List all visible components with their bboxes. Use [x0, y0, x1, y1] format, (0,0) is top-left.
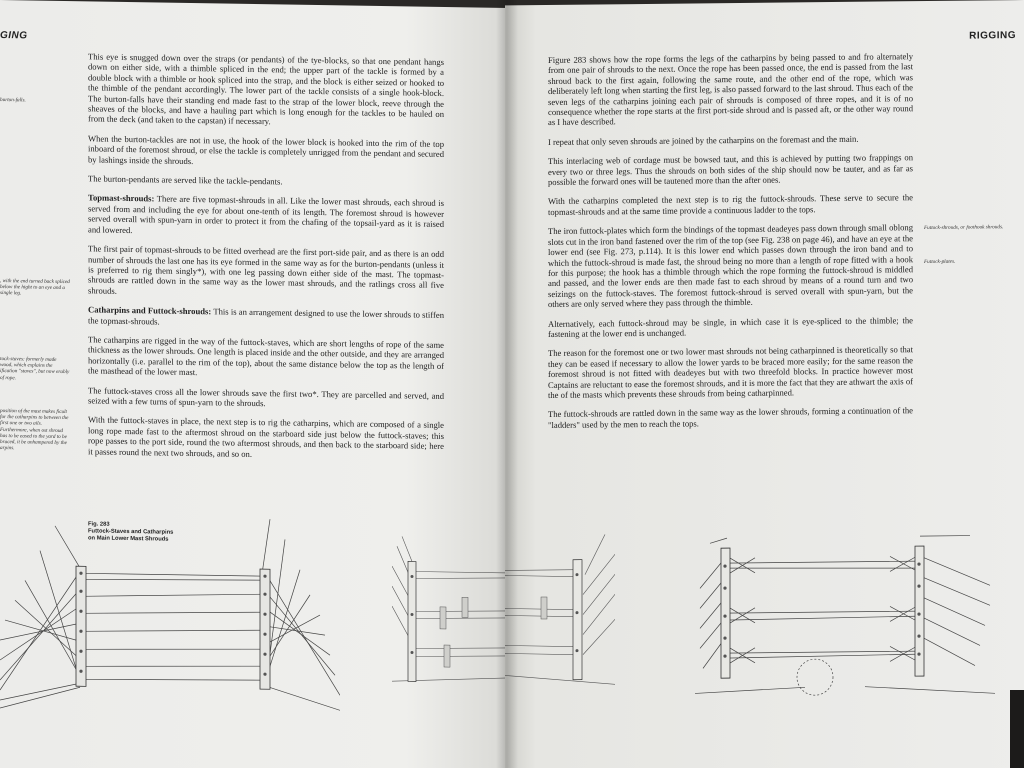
figure-283-center-right-drawing — [505, 534, 615, 695]
margin-note-end-turned: , with the end turned back spliced below the hight to an eye and a single leg. — [0, 278, 70, 297]
margin-note-burton-falls: burton-falls. — [0, 97, 26, 104]
right-text-column — [548, 51, 913, 439]
margin-note-futtock-shrouds: Futtock-shrouds, or foothook shrouds. — [924, 224, 1004, 232]
left-text-column — [88, 51, 444, 471]
margin-note-futtock-plates: Futtock-plates. — [924, 258, 956, 266]
figure-number: Fig. 283 — [88, 521, 110, 528]
paragraph: This interlacing web of cordage must be bowsed taut, and this is achieved by putting two frappings on every two or three legs. Thus the shrouds on both sides of the ship should now be tauter, and as far as possible the forward ones will be tautened more than the after ones. — [548, 152, 913, 188]
paragraph: Figure 283 shows how the rope forms the legs of the catharpins by being passed to and fro alternately from one pair of shrouds to the next. Once the rope has been passed once, the end is passed from the last shroud back to the first again, following the same route, and the other end of the rope, which was deliberately left long when starting the first leg, is also passed forward to the last shroud. Thus each of the seven legs of the catharpins joining each pair of shrouds is composed of three ropes, and it is of no consequence whether the rope starts at the first port-side shroud and is passed aft, or the other way round as I have described. — [548, 51, 913, 128]
paragraph: The catharpins are rigged in the way of the futtock-staves, which are short lengths of rope of the same thickness as the lower shrouds. One length is placed inside and the other outside, and they are arranged horizontally (i.e. parallel to the rim of the top), about the same distance below the top as the length of the masthead of the lower mast. — [88, 334, 444, 378]
figure-283-right-drawing — [695, 525, 995, 703]
paragraph-body: There are five topmast-shrouds in all. Like the lower mast shrouds, each shroud is served from and including the eye for about one-tenth of its length. The foremost shroud is however served overall with spun-yarn in order to protect it from the chafing of the topsail-yard as it is raised and lowered. — [88, 193, 444, 235]
figure-title-line1: Futtock-Staves and Catharpins — [88, 528, 174, 536]
margin-note-mast-position: position of the mast makes ficult for the catharpins to between the first one or two ails. Furthermore, when ost shroud has to be eased to the yard to be braced, it be unhampered by the arpins. — [0, 408, 69, 452]
left-page — [0, 0, 508, 768]
figure-title-line2: on Main Lower Mast Shrouds — [88, 535, 169, 543]
paragraph: This eye is snugged down over the straps (or pendants) of the tye-blocks, so that one pendant hangs down on either side, with a thimble spliced in the end; the upper part of the tackle is formed by a double block with a thimble or hook spliced into the strap, and the block is either seized or hooked to the thimble of the pendant accordingly. The lower part of the tackle consists of a single hook-block. The burton-falls have their standing end made fast to the strap of the lower block, reeve through the sheaves of the blocks, and have a hauling part which is long enough for the tackles to be hauled on from the deck (and taken to the capstan) if necessary. — [88, 51, 444, 127]
paragraph: The futtock-shrouds are rattled down in the same way as the lower shrouds, forming a continuation of the "ladders" used by the men to reach the tops. — [548, 405, 913, 430]
left-running-head: GING — [0, 30, 28, 42]
paragraph: The burton-pendants are served like the tackle-pendants. — [88, 173, 283, 187]
figure-283-left-drawing — [0, 510, 340, 715]
paragraph-topmast-shrouds — [88, 193, 444, 240]
figure-283-center-left-drawing — [392, 536, 508, 698]
paragraph: The iron futtock-plates which form the bindings of the topmast deadeyes pass down through small oblong slots cut in the iron band fastened over the rim of the top (see Fig. 238 on page 46), and have an eye at the lower end (see Fig. 273, p.114). It is this lower end which passes down through the iron band and to which the futtock-shroud is made fast, the shroud being no more than a length of rope fitted with a hook for this purpose; the hook has a thimble through which the rope forming the futtock-shroud is middled and passed, and the lower ends are then made fast to each shroud by means of a round turn and two seizings on the futtock-staves. The foremost futtock-shroud is served overall with spun-yarn, but the others are only served where they pass through the thimble. — [548, 222, 913, 310]
paragraph: With the catharpins completed the next step is to rig the futtock-shrouds. These serve to secure the topmast-shrouds and at the same time provide a continuous ladder to the tops. — [548, 192, 913, 217]
paragraph-catharpins — [88, 305, 444, 331]
section-heading-topmast-shrouds: Topmast-shrouds: — [88, 192, 155, 204]
paragraph-body: This is an arrangement designed to use the lower shrouds to stiffen the topmast-shrouds. — [88, 306, 444, 327]
section-heading-catharpins: Catharpins and Futtock-shrouds: — [88, 304, 212, 317]
book-spine-shadow — [496, 0, 518, 768]
right-running-head: RIGGING — [969, 30, 1016, 42]
paragraph: The first pair of topmast-shrouds to be fitted overhead are the first port-side pair, and as there is an odd number of shrouds the last one has its eye formed in the same way as for the burton-pendants (unless it is preferred to rig them singly*), with one leg passing down either side of the mast. The topmast-shrouds are rattled down in the same way as the lower mast shrouds, and the ratlings cross all five shrouds. — [88, 243, 444, 296]
margin-note-futtock-staves: tock-staves: formerly made wood, which explains the ification "staves", but now erably of rope. — [0, 356, 70, 381]
paragraph: With the futtock-staves in place, the next step is to rig the catharpins, which are composed of a single long rope made fast to the aftermost shroud on the starboard side just below the futtock-staves; this rope passes to the port side, round the two aftermost shrouds, and then back to the starboard side; here it passes round the next two shrouds, and so on. — [88, 414, 444, 459]
paragraph: When the burton-tackles are not in use, the hook of the lower block is hooked into the rim of the top inboard of the foremost shroud, or else the tackle is completely unrigged from the pendant and secured by lashings inside the shrouds. — [88, 133, 444, 166]
paragraph: The futtock-staves cross all the lower shrouds save the first two*. They are parcelled and served, and seized with a few turns of spun-yarn to the shrouds. — [88, 384, 444, 409]
paragraph: I repeat that only seven shrouds are joined by the catharpins on the foremast and the main. — [548, 133, 859, 147]
paragraph: The reason for the foremost one or two lower mast shrouds not being catharpinned is theoretically so that they can be eased if necessary to allow the lower yards to be braced more easily; for the same reason the foremost shroud is not fitted with deadeyes but with two threefold blocks. In practice however most Captains are reluctant to ease the foremost shrouds, and it is more the fact that they are athwart the axis of the of the masts which prevents these shrouds from being catharpinned. — [548, 344, 913, 400]
right-page — [505, 0, 1024, 768]
page-edge-shadow — [1010, 690, 1024, 768]
paragraph: Alternatively, each futtock-shroud may be single, in which case it is eye-spliced to the thimble; the fastening at the lower end is unchanged. — [548, 314, 913, 339]
